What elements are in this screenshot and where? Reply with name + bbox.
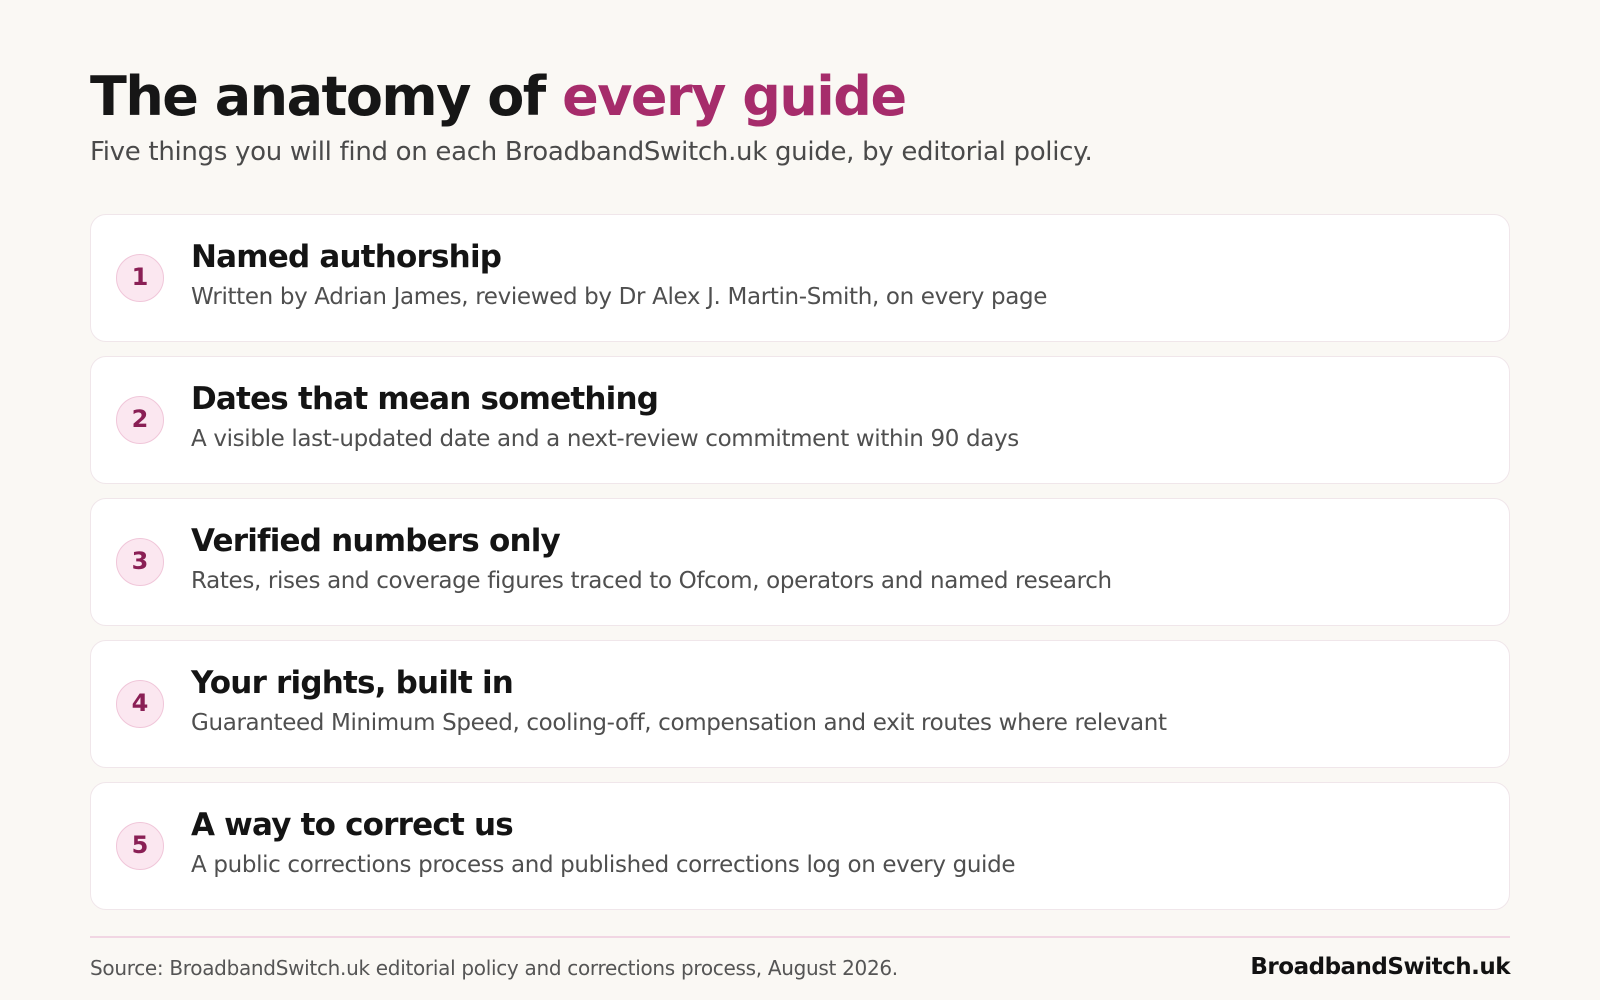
- footer-divider: [90, 936, 1510, 938]
- feature-title: Your rights, built in: [191, 665, 514, 701]
- guide-features-list: [90, 214, 1510, 924]
- infographic: [90, 0, 1510, 1000]
- number-badge: 3: [116, 538, 164, 586]
- feature-card-verified-numbers: [90, 498, 1510, 626]
- feature-description: Rates, rises and coverage figures traced to Ofcom, operators and named research: [191, 568, 1112, 594]
- title-prefix: The anatomy of: [90, 65, 563, 128]
- feature-title: A way to correct us: [191, 807, 513, 843]
- feature-description: Written by Adrian James, reviewed by Dr Alex J. Martin-Smith, on every page: [191, 284, 1048, 310]
- feature-card-corrections: [90, 782, 1510, 910]
- number-badge: 5: [116, 822, 164, 870]
- brand-wordmark: BroadbandSwitch.uk: [1250, 954, 1510, 980]
- feature-card-your-rights: [90, 640, 1510, 768]
- feature-title: Dates that mean something: [191, 381, 659, 417]
- page-title: [90, 62, 906, 132]
- number-badge: 4: [116, 680, 164, 728]
- number-badge: 2: [116, 396, 164, 444]
- page-subtitle: Five things you will find on each BroadbandSwitch.uk guide, by editorial policy.: [90, 137, 1093, 167]
- feature-title: Verified numbers only: [191, 523, 560, 559]
- source-note: Source: BroadbandSwitch.uk editorial policy and corrections process, August 2026.: [90, 956, 898, 980]
- title-accent: every guide: [562, 65, 906, 128]
- feature-card-dates: [90, 356, 1510, 484]
- feature-description: Guaranteed Minimum Speed, cooling-off, compensation and exit routes where relevant: [191, 710, 1167, 736]
- feature-card-named-authorship: [90, 214, 1510, 342]
- feature-title: Named authorship: [191, 239, 502, 275]
- feature-description: A public corrections process and published corrections log on every guide: [191, 852, 1016, 878]
- number-badge: 1: [116, 254, 164, 302]
- feature-description: A visible last-updated date and a next-review commitment within 90 days: [191, 426, 1019, 452]
